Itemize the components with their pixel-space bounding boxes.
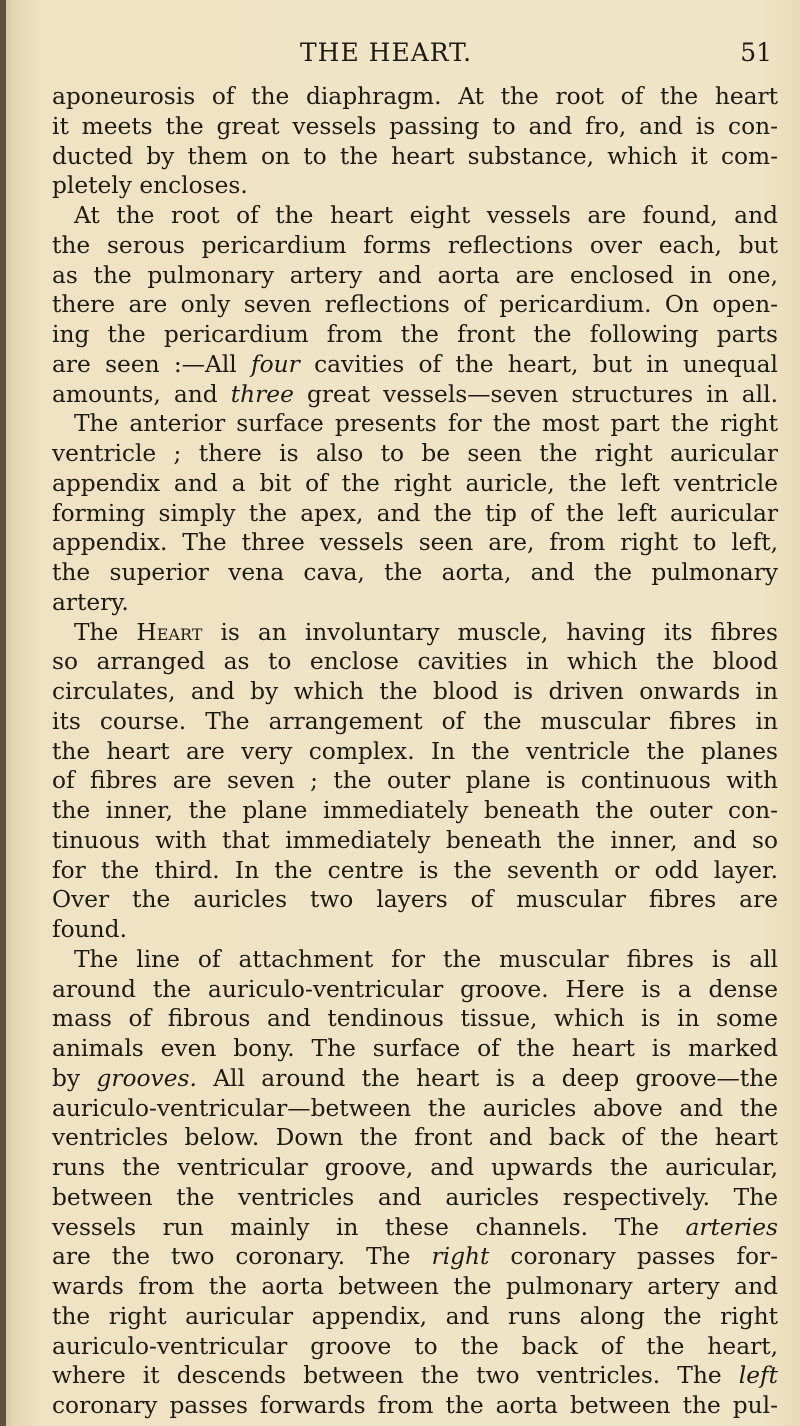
text-line	[52, 380, 778, 410]
small-caps-text: Heart	[136, 618, 203, 646]
text-run: forming simply the apex, and the tip of the left auricular	[52, 499, 778, 527]
text-line	[52, 826, 778, 856]
text-line	[52, 766, 778, 796]
text-run: are the two coronary. The	[52, 1243, 432, 1271]
text-line	[52, 469, 778, 499]
text-run: for the third. In the centre is the seventh or odd layer.	[52, 856, 778, 884]
text-run: as the pulmonary artery and aorta are enclosed in one,	[52, 261, 778, 289]
text-run: The line of attachment for the muscular fibres is all	[74, 945, 778, 973]
italic-text: four	[251, 350, 300, 378]
text-line	[52, 796, 778, 826]
text-line	[52, 261, 778, 291]
text-run: the serous pericardium forms reflections over each, but	[52, 231, 778, 259]
text-run: ing the pericardium from the front the following parts	[52, 321, 778, 348]
text-line	[52, 201, 778, 231]
text-run: the heart are very complex. In the ventricle the planes	[52, 737, 778, 765]
text-run: the superior vena cava, the aorta, and the pulmonary	[52, 559, 778, 586]
text-run: auriculo-ventricular—between the auricles above and the	[52, 1094, 778, 1122]
text-run: aponeurosis of the diaphragm. At the root of the heart	[52, 83, 778, 110]
text-line	[52, 1094, 778, 1124]
text-line	[52, 677, 778, 707]
text-line	[52, 142, 778, 172]
running-title: THE HEART.	[300, 38, 473, 67]
text-run: is an involuntary muscle, having its fibres	[202, 618, 778, 646]
italic-text: grooves.	[96, 1064, 197, 1092]
text-run: ventricle ; there is also to be seen the right auricular	[52, 440, 778, 467]
text-run: amounts, and	[52, 380, 231, 408]
italic-text: left	[738, 1362, 778, 1390]
text-run: great vessels—seven structures in all.	[293, 380, 778, 408]
text-line	[52, 1332, 778, 1362]
body-text	[52, 82, 778, 1421]
text-run: tinuous with that immediately beneath the inner, and so	[52, 826, 778, 854]
text-line	[52, 588, 778, 618]
text-run: around the auriculo-ventricular groove. Here is a dense	[52, 975, 778, 1003]
text-line	[52, 945, 778, 975]
text-run: mass of fibrous and tendinous tissue, which is in some	[52, 1005, 778, 1033]
page-binding-edge	[0, 0, 6, 1426]
text-line	[52, 737, 778, 767]
text-line	[52, 1213, 778, 1243]
text-line	[52, 1123, 778, 1153]
text-line	[52, 975, 778, 1005]
text-run: are seen :—All	[52, 350, 252, 378]
text-run: ventricles below. Down the front and back of the heart	[52, 1124, 778, 1152]
text-line	[52, 1004, 778, 1034]
text-run: runs the ventricular groove, and upwards the auricular,	[52, 1154, 778, 1181]
text-line	[52, 885, 778, 915]
text-run: coronary passes for-	[489, 1243, 778, 1271]
text-run: At the root of the heart eight vessels are found, and	[74, 202, 778, 229]
text-line	[52, 915, 778, 945]
text-run: All around the heart is a deep groove—the	[196, 1064, 778, 1092]
text-run: ducted by them on to the heart substance, which it com-	[52, 142, 778, 170]
text-run: animals even bony. The surface of the heart is marked	[52, 1035, 778, 1062]
text-line	[52, 856, 778, 886]
text-line	[52, 1302, 778, 1332]
italic-text: arteries	[685, 1213, 778, 1241]
text-run: appendix. The three vessels seen are, from right to left,	[52, 529, 778, 557]
running-head	[0, 38, 800, 78]
text-line	[52, 231, 778, 261]
text-run: the right auricular appendix, and runs along the right	[52, 1302, 778, 1330]
text-line	[52, 1064, 778, 1094]
text-line	[52, 528, 778, 558]
text-line	[52, 647, 778, 677]
italic-text: three	[230, 380, 294, 408]
text-line	[52, 112, 778, 142]
italic-text: right	[431, 1243, 490, 1271]
text-run: pletely encloses.	[52, 172, 248, 200]
text-run: vessels run mainly in these channels. The	[52, 1213, 686, 1241]
text-line	[52, 439, 778, 469]
text-run: the inner, the plane immediately beneath the outer con-	[52, 797, 778, 824]
text-run: circulates, and by which the blood is driven onwards in	[52, 678, 778, 705]
text-line	[52, 1361, 778, 1391]
text-line	[52, 320, 778, 350]
text-line	[52, 707, 778, 737]
text-run: The	[74, 618, 137, 646]
text-line	[52, 499, 778, 529]
text-run: wards from the aorta between the pulmonary artery and	[52, 1273, 778, 1300]
text-run: artery.	[52, 588, 129, 616]
text-line	[52, 409, 778, 439]
text-line	[52, 1034, 778, 1064]
text-run: The anterior surface presents for the most part the right	[74, 410, 778, 438]
text-line	[52, 171, 778, 201]
text-run: auriculo-ventricular groove to the back of the heart,	[52, 1332, 778, 1360]
text-run: found.	[52, 916, 127, 943]
text-run: Over the auricles two layers of muscular fibres are	[52, 886, 778, 914]
text-run: cavities of the heart, but in unequal	[299, 350, 778, 378]
text-line	[52, 350, 778, 380]
text-line	[52, 82, 778, 112]
text-line	[52, 618, 778, 648]
text-line	[52, 290, 778, 320]
text-run: between the ventricles and auricles respectively. The	[52, 1183, 778, 1211]
page-number: 51	[740, 38, 772, 67]
text-run: coronary passes forwards from the aorta between the pul-	[52, 1392, 778, 1419]
text-line	[52, 1242, 778, 1272]
text-line	[52, 1183, 778, 1213]
text-run: its course. The arrangement of the muscular fibres in	[52, 707, 778, 735]
text-line	[52, 1272, 778, 1302]
text-run: by	[52, 1064, 97, 1092]
text-line	[52, 1153, 778, 1183]
text-run: where it descends between the two ventricles. The	[52, 1362, 739, 1390]
text-run: it meets the great vessels passing to and fro, and is con-	[52, 112, 778, 140]
text-run: so arranged as to enclose cavities in which the blood	[52, 648, 778, 676]
text-run: there are only seven reflections of pericardium. On open-	[52, 291, 778, 319]
text-line	[52, 1391, 778, 1421]
text-run: appendix and a bit of the right auricle, the left ventricle	[52, 469, 778, 497]
text-run: of fibres are seven ; the outer plane is continuous with	[52, 767, 778, 795]
text-line	[52, 558, 778, 588]
